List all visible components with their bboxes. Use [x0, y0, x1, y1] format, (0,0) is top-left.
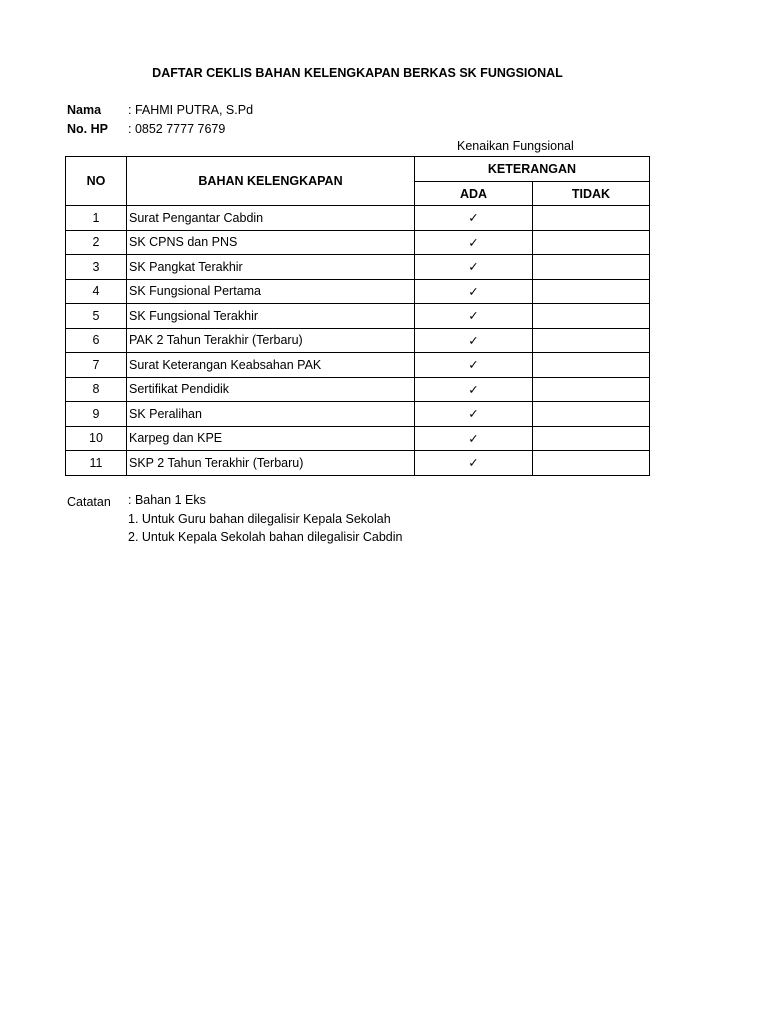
row-number: 3 — [66, 255, 127, 280]
row-item: SK Pangkat Terakhir — [127, 255, 415, 280]
row-tidak-mark — [533, 353, 650, 378]
row-item: Sertifikat Pendidik — [127, 377, 415, 402]
notes-line: 1. Untuk Guru bahan dilegalisir Kepala Sekolah — [128, 512, 391, 526]
row-item: SK Peralihan — [127, 402, 415, 427]
table-row — [66, 206, 650, 231]
row-ada-mark: ✓ — [415, 451, 533, 476]
row-tidak-mark — [533, 426, 650, 451]
row-tidak-mark — [533, 328, 650, 353]
row-item: SK CPNS dan PNS — [127, 230, 415, 255]
row-ada-mark: ✓ — [415, 304, 533, 329]
phone-value: : 0852 7777 7679 — [128, 122, 226, 136]
notes-line: 2. Untuk Kepala Sekolah bahan dilegalisir Cabdin — [128, 530, 403, 544]
row-number: 7 — [66, 353, 127, 378]
row-number: 8 — [66, 377, 127, 402]
row-number: 9 — [66, 402, 127, 427]
phone-label: No. HP — [67, 122, 108, 136]
row-ada-mark: ✓ — [415, 328, 533, 353]
row-number: 2 — [66, 230, 127, 255]
header-no: NO — [66, 157, 127, 206]
row-number: 1 — [66, 206, 127, 231]
header-ada: ADA — [415, 182, 533, 206]
row-item: Surat Pengantar Cabdin — [127, 206, 415, 231]
row-ada-mark: ✓ — [415, 426, 533, 451]
row-tidak-mark — [533, 451, 650, 476]
row-item: SK Fungsional Pertama — [127, 279, 415, 304]
row-item: PAK 2 Tahun Terakhir (Terbaru) — [127, 328, 415, 353]
header-tidak: TIDAK — [533, 182, 650, 206]
row-number: 6 — [66, 328, 127, 353]
row-item: Surat Keterangan Keabsahan PAK — [127, 353, 415, 378]
row-tidak-mark — [533, 402, 650, 427]
row-tidak-mark — [533, 230, 650, 255]
name-value: : FAHMI PUTRA, S.Pd — [128, 103, 254, 117]
table-row — [66, 279, 650, 304]
table-row — [66, 426, 650, 451]
row-tidak-mark — [533, 206, 650, 231]
row-ada-mark: ✓ — [415, 206, 533, 231]
table-row — [66, 230, 650, 255]
row-tidak-mark — [533, 377, 650, 402]
checklist-table — [65, 156, 650, 476]
header-keterangan: KETERANGAN — [415, 157, 650, 182]
row-ada-mark: ✓ — [415, 353, 533, 378]
document-title: DAFTAR CEKLIS BAHAN KELENGKAPAN BERKAS SK FUNGSIONAL — [152, 66, 563, 80]
table-row — [66, 304, 650, 329]
row-ada-mark: ✓ — [415, 255, 533, 280]
row-number: 10 — [66, 426, 127, 451]
table-row — [66, 328, 650, 353]
row-number: 11 — [66, 451, 127, 476]
table-row — [66, 353, 650, 378]
row-number: 4 — [66, 279, 127, 304]
table-row — [66, 255, 650, 280]
table-row — [66, 451, 650, 476]
row-number: 5 — [66, 304, 127, 329]
header-item: BAHAN KELENGKAPAN — [127, 157, 415, 206]
row-ada-mark: ✓ — [415, 230, 533, 255]
row-ada-mark: ✓ — [415, 377, 533, 402]
row-ada-mark: ✓ — [415, 279, 533, 304]
notes-line: : Bahan 1 Eks — [128, 493, 206, 507]
row-ada-mark: ✓ — [415, 402, 533, 427]
row-item: SKP 2 Tahun Terakhir (Terbaru) — [127, 451, 415, 476]
notes-label: Catatan — [67, 495, 111, 509]
row-tidak-mark — [533, 279, 650, 304]
checklist-body — [66, 206, 650, 476]
row-item: Karpeg dan KPE — [127, 426, 415, 451]
row-item: SK Fungsional Terakhir — [127, 304, 415, 329]
row-tidak-mark — [533, 255, 650, 280]
row-tidak-mark — [533, 304, 650, 329]
subheading: Kenaikan Fungsional — [457, 139, 574, 153]
name-label: Nama — [67, 103, 102, 117]
table-row — [66, 402, 650, 427]
table-row — [66, 377, 650, 402]
